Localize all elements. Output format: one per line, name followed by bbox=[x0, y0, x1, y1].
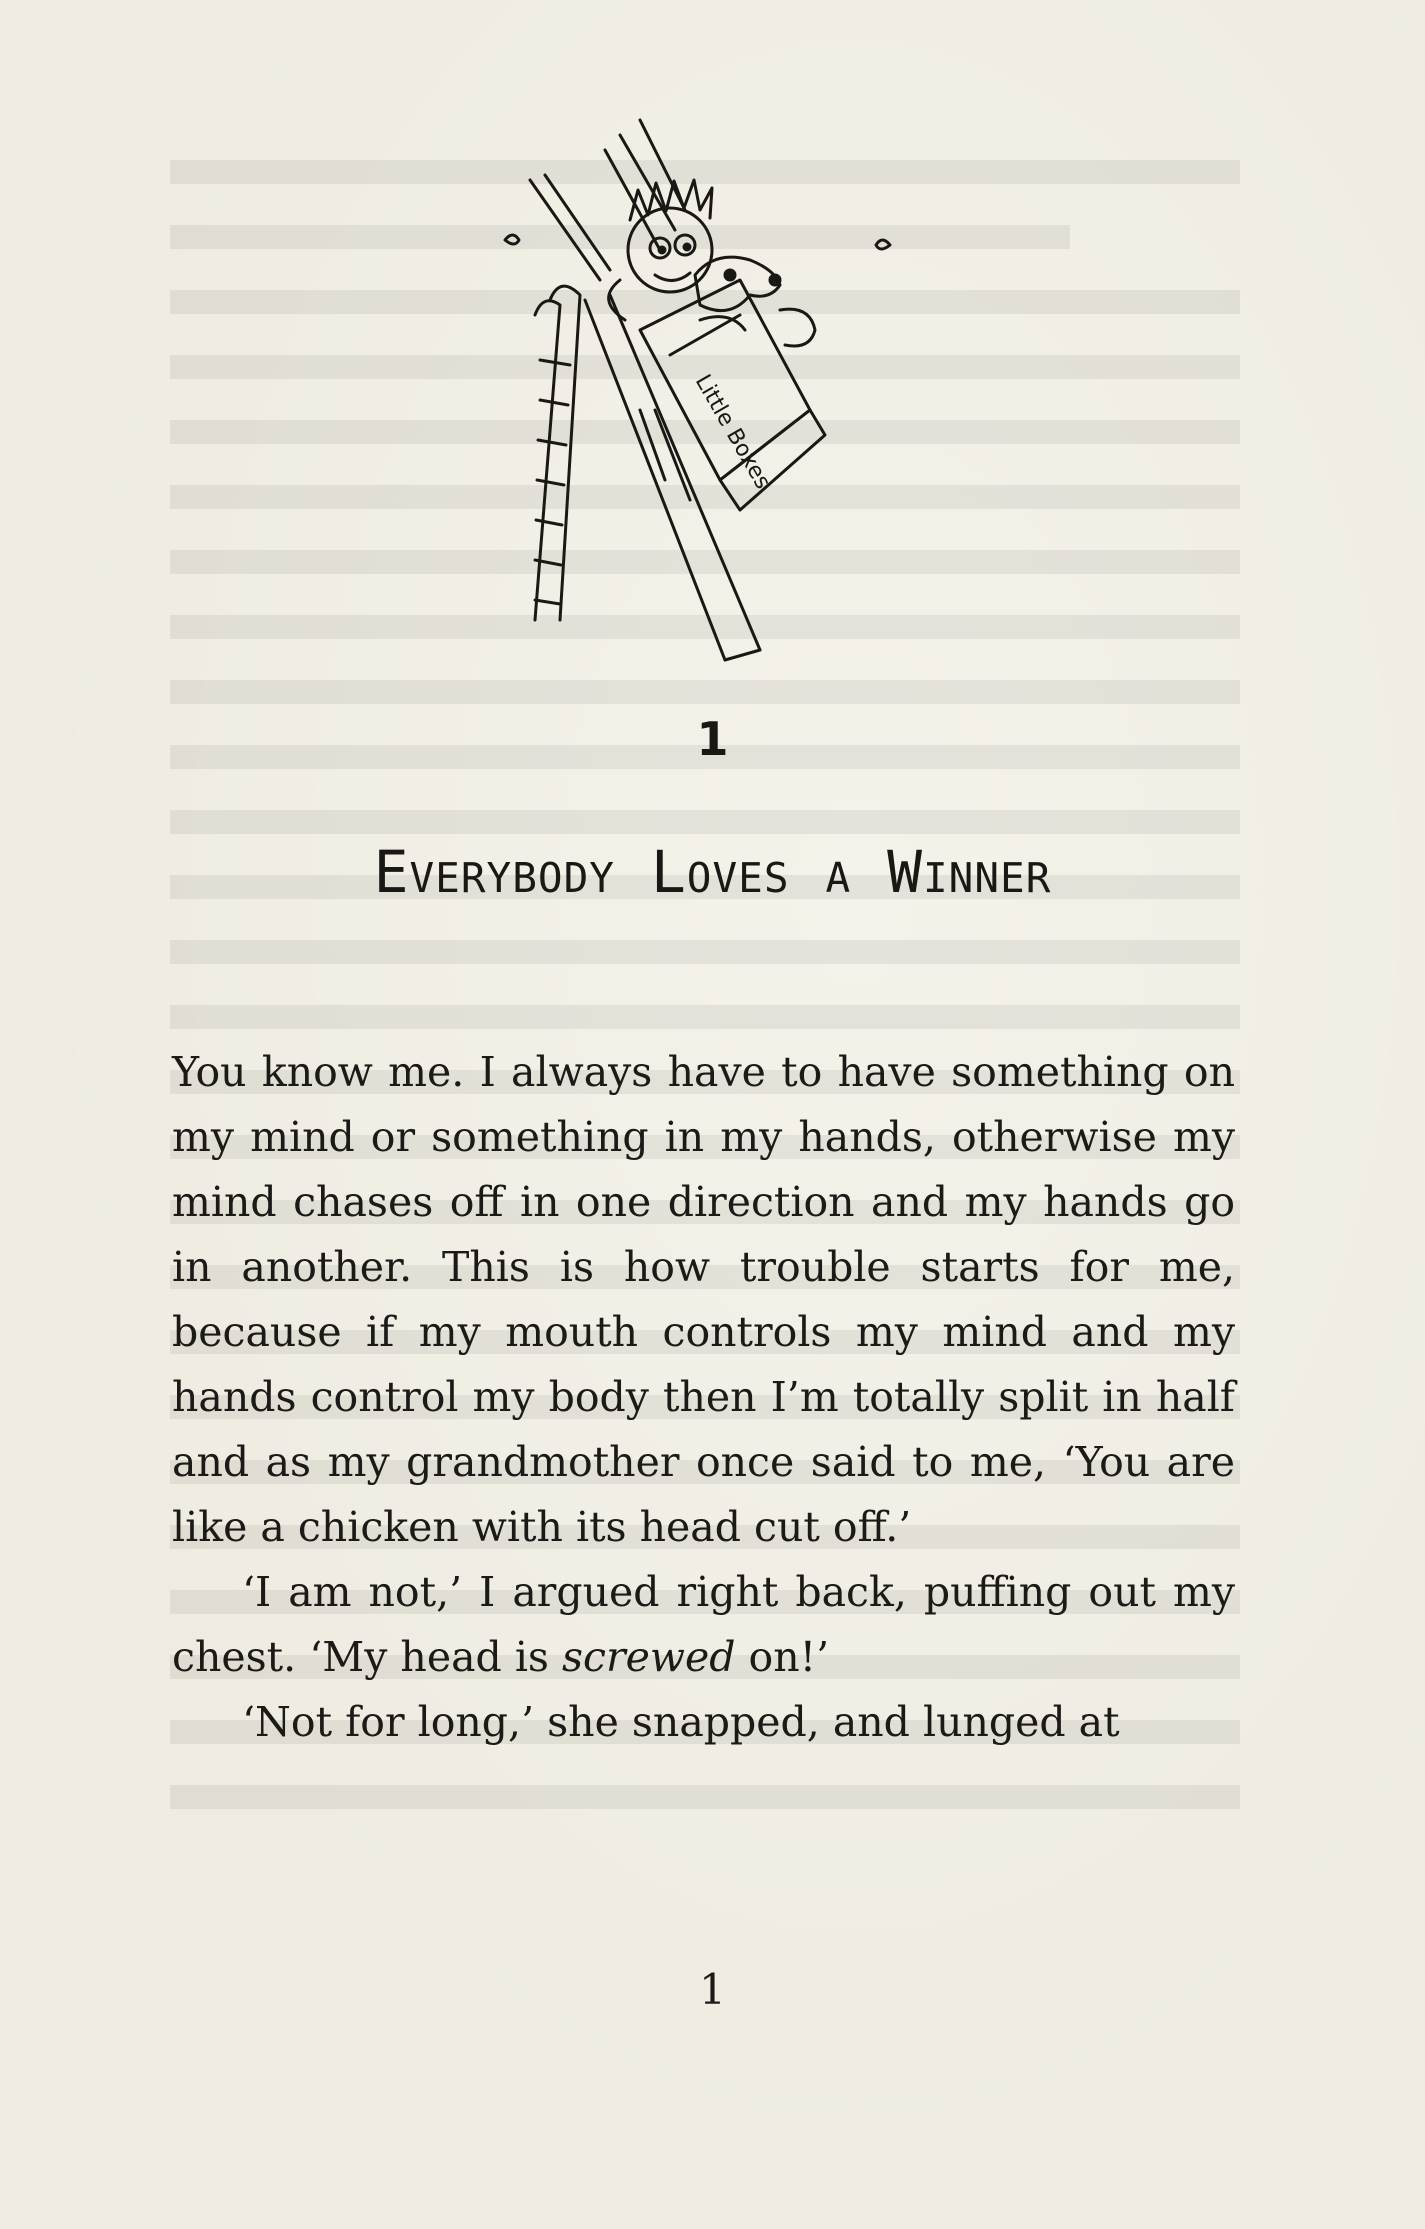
paragraph-2 bbox=[172, 1560, 1235, 1690]
boy-and-dog-on-slide-illustration bbox=[490, 80, 910, 680]
paragraph-2-text-after: on!’ bbox=[735, 1633, 830, 1681]
paragraph-3-text: ‘Not for long,’ she snapped, and lunged at bbox=[242, 1698, 1120, 1746]
page-number: 1 bbox=[699, 1965, 726, 2014]
box-text: Little Boxes bbox=[689, 370, 776, 494]
paragraph-2-emphasis: screwed bbox=[562, 1633, 736, 1681]
chapter-number: 1 bbox=[696, 712, 729, 766]
chapter-body bbox=[172, 1040, 1235, 1755]
paragraph-2-text-before: ‘I am not,’ I argued right back, puffing out my chest. ‘My head is bbox=[172, 1568, 1235, 1681]
paragraph-1-text: You know me. I always have to have something on my mind or something in my hands, otherwise my mind chases off in one direction and my hands go in another. This is how trouble starts for me, because if my mouth controls my mind and my hands control my body then I’m totally split in half and as my grandmother once said to me, ‘You are like a chicken with its head cut off.’ bbox=[172, 1048, 1235, 1551]
paragraph-3 bbox=[172, 1690, 1235, 1755]
paragraph-1 bbox=[172, 1040, 1235, 1560]
chapter-title: Everybody Loves a Winner bbox=[373, 838, 1052, 906]
